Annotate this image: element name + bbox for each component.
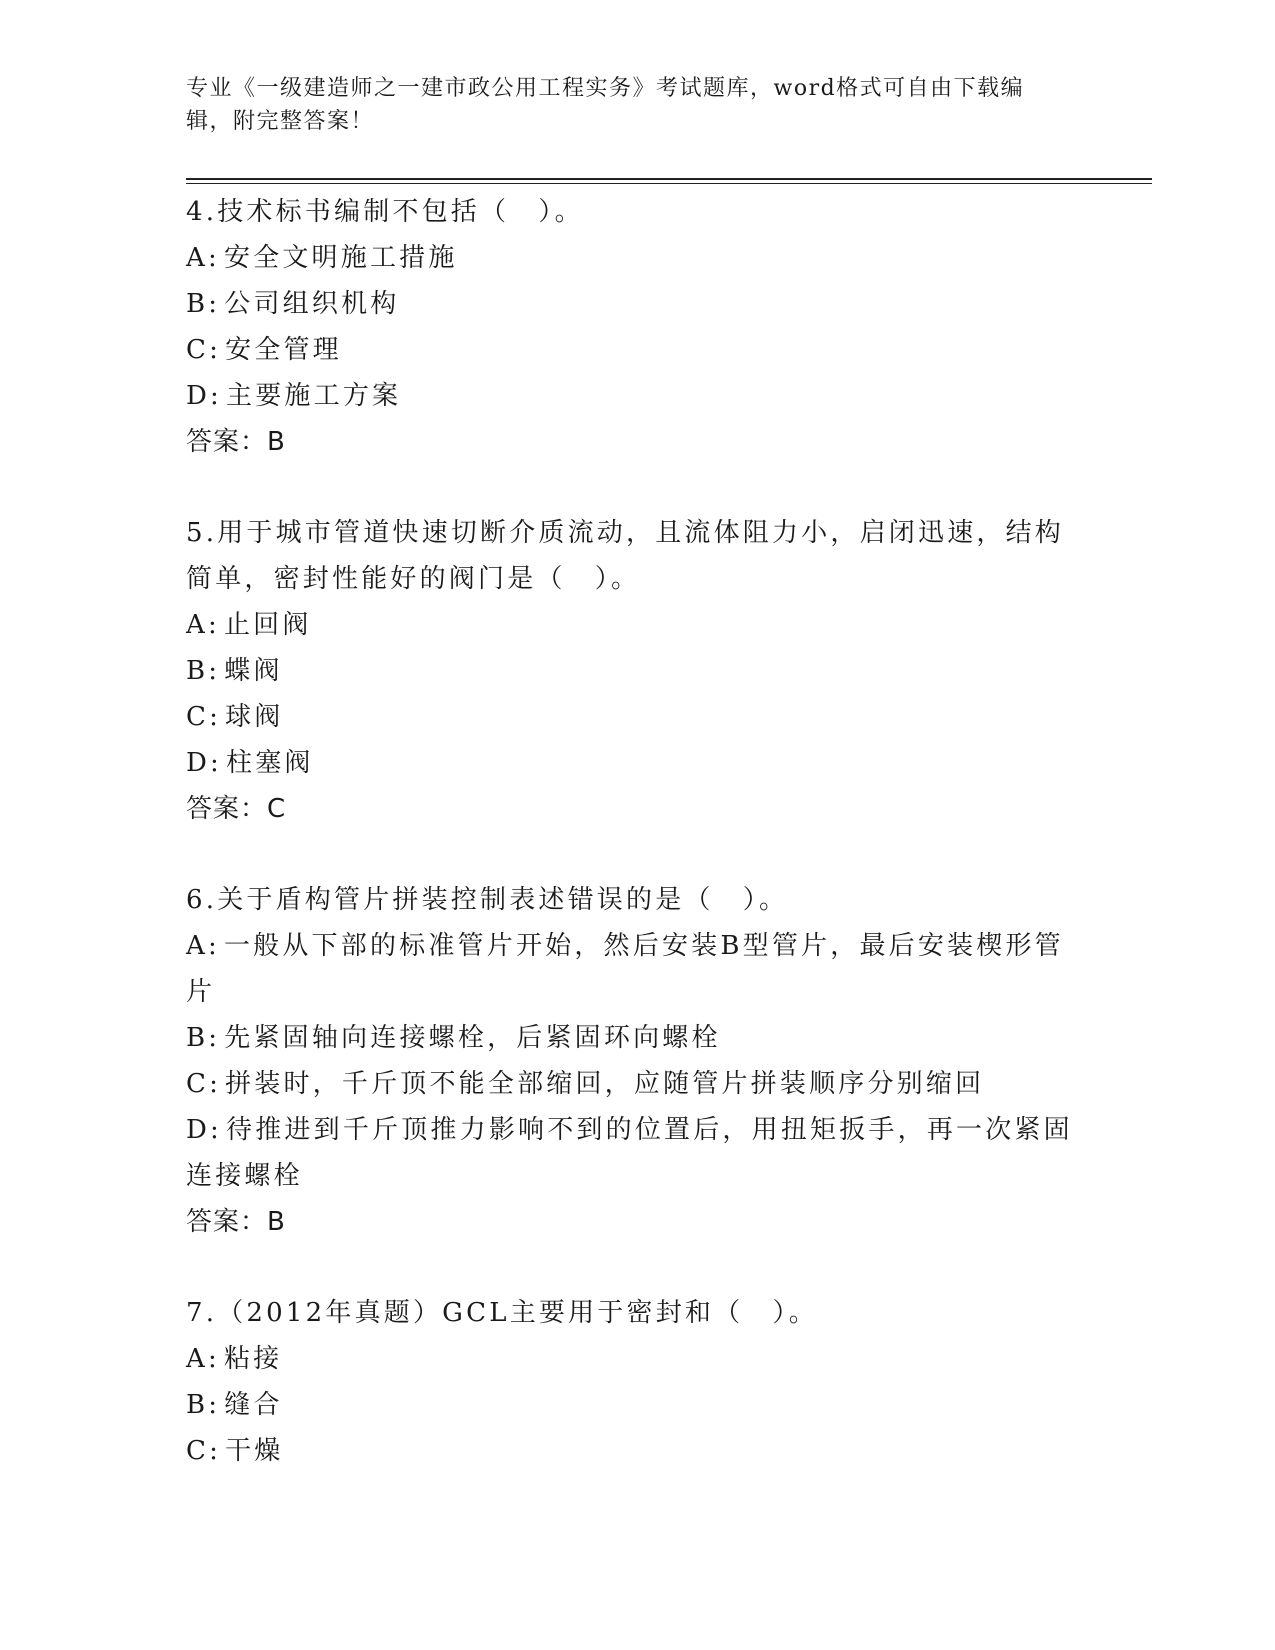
question-stem: 5.用于城市管道快速切断介质流动，且流体阻力小，启闭迅速，结构简单，密封性能好的阀门是（ ）。 (186, 518, 1065, 594)
option-c (186, 694, 1076, 740)
option-text: 干燥 (225, 1436, 284, 1466)
option-c (186, 1428, 1076, 1474)
option-key: A: (186, 610, 220, 640)
option-text: 柱塞阀 (226, 748, 314, 778)
option-a (186, 602, 1076, 648)
option-text: 一般从下部的标准管片开始，然后安装B型管片，最后安装楔形管片 (186, 931, 1064, 1007)
option-text: 球阀 (225, 702, 284, 732)
option-text: 安全管理 (225, 335, 342, 365)
question-7 (186, 1290, 1076, 1474)
option-b (186, 281, 1076, 327)
question-4 (186, 189, 1076, 465)
question-6 (186, 877, 1076, 1245)
option-d (186, 373, 1076, 419)
option-text: 止回阀 (223, 610, 312, 640)
answer-line: 答案：B (186, 427, 286, 457)
option-c (186, 327, 1076, 373)
option-key: B: (186, 1023, 221, 1053)
document-header: 专业《一级建造师之一建市政公用工程实务》考试题库，word格式可自由下载编辑，附完整答案！ (186, 76, 1025, 134)
option-d (186, 1107, 1076, 1199)
option-key: B: (186, 1390, 221, 1420)
option-key: A: (186, 243, 220, 273)
option-text: 蝶阀 (224, 656, 283, 686)
option-a (186, 923, 1076, 1015)
answer-line: 答案：C (186, 794, 287, 824)
option-text: 待推进到千斤顶推力影响不到的位置后，用扭矩扳手，再一次紧固连接螺栓 (186, 1115, 1073, 1191)
option-text: 先紧固轴向连接螺栓，后紧固环向螺栓 (224, 1023, 721, 1053)
question-stem: 4.技术标书编制不包括（ ）。 (186, 197, 584, 227)
option-key: C: (186, 1436, 222, 1466)
option-b (186, 1015, 1076, 1061)
question-5 (186, 510, 1076, 832)
option-key: C: (186, 702, 222, 732)
question-stem: 7.（2012年真题）GCL主要用于密封和（ ）。 (186, 1298, 818, 1328)
option-key: A: (186, 931, 220, 961)
option-key: B: (186, 289, 221, 319)
option-b (186, 648, 1076, 694)
option-text: 安全文明施工措施 (223, 243, 458, 273)
answer-line: 答案：B (186, 1207, 286, 1237)
option-text: 公司组织机构 (224, 289, 400, 319)
option-a (186, 235, 1076, 281)
option-d (186, 740, 1076, 786)
question-stem: 6.关于盾构管片拼装控制表述错误的是（ ）。 (186, 885, 789, 915)
option-key: C: (186, 335, 222, 365)
option-key: A: (186, 1344, 220, 1374)
header-divider-thick (186, 178, 1152, 180)
option-b (186, 1382, 1076, 1428)
option-key: C: (186, 1069, 222, 1099)
option-key: B: (186, 656, 221, 686)
option-text: 粘接 (223, 1344, 283, 1374)
question-list (186, 189, 1076, 1519)
option-key: D: (186, 1115, 223, 1145)
option-text: 主要施工方案 (226, 381, 402, 411)
option-text: 缝合 (224, 1390, 283, 1420)
option-c (186, 1061, 1076, 1107)
option-key: D: (186, 748, 223, 778)
header-divider-thin (186, 183, 1152, 184)
option-text: 拼装时，千斤顶不能全部缩回，应随管片拼装顺序分别缩回 (225, 1069, 985, 1099)
option-a (186, 1336, 1076, 1382)
option-key: D: (186, 381, 223, 411)
